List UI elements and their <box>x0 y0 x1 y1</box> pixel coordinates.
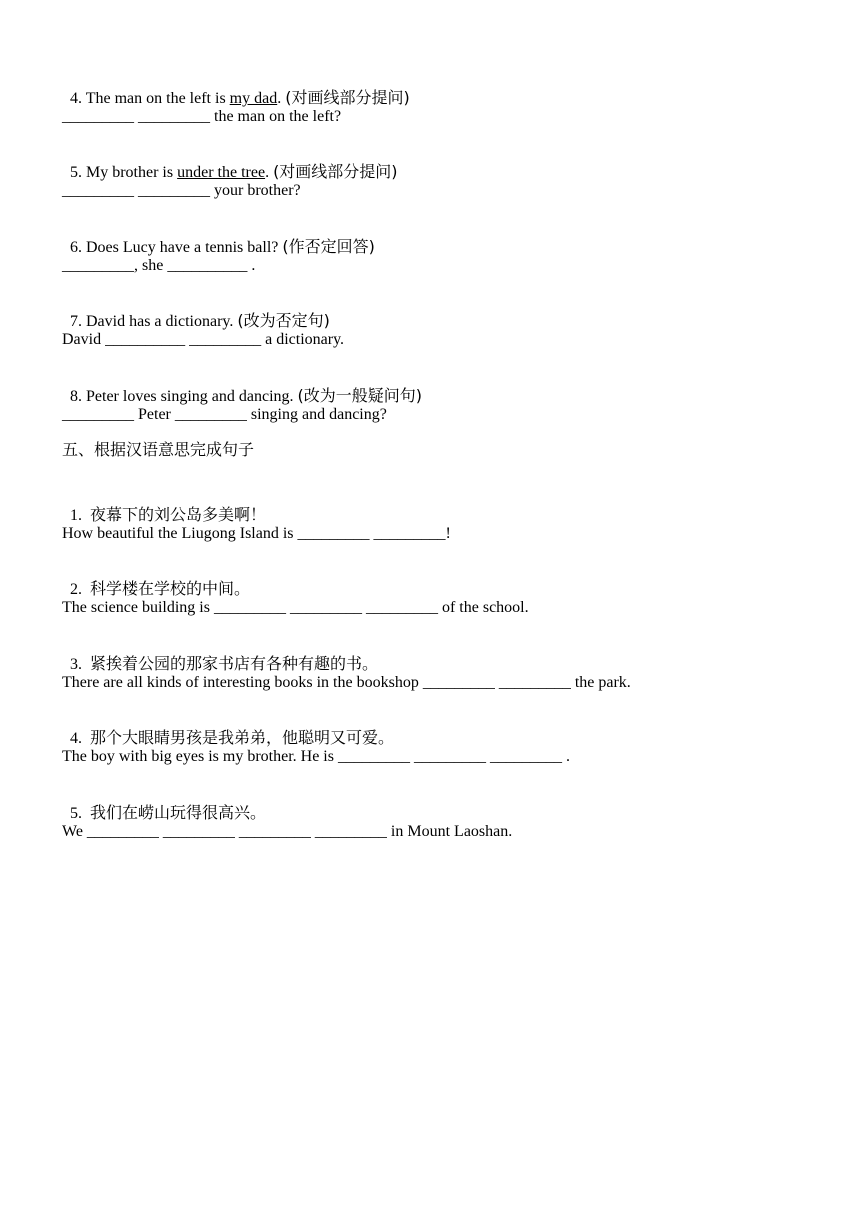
item-number: 2. <box>70 581 82 598</box>
item-number: 1. <box>70 507 82 524</box>
instruction: (对画线部分提问) <box>285 88 410 107</box>
english-sentence-2: The science building is _________ _________ _________ of the school. <box>62 599 529 616</box>
item-number: 4. <box>70 730 82 747</box>
instruction: (对画线部分提问) <box>273 162 398 181</box>
question-number: 4. <box>70 90 82 107</box>
answer-line-5: _________ _________ your brother? <box>62 182 301 199</box>
item-number: 5. <box>70 805 82 822</box>
section-heading: 五、根据汉语意思完成句子 <box>62 440 255 459</box>
item-number: 3. <box>70 656 82 673</box>
english-sentence-3: There are all kinds of interesting books in the bookshop _________ _________ the park. <box>62 674 631 691</box>
question-5 <box>62 142 398 183</box>
question-7 <box>62 291 330 332</box>
answer-line-6: _________, she __________ . <box>62 257 256 274</box>
question-text-end: . <box>277 90 286 107</box>
english-sentence-1: How beautiful the Liugong Island is _________ _________! <box>62 525 451 542</box>
translation-item-1 <box>62 485 266 526</box>
answer-line-4: _________ _________ the man on the left? <box>62 108 342 125</box>
question-4 <box>62 68 410 109</box>
translation-item-3 <box>62 634 378 675</box>
chinese-prompt: 科学楼在学校的中间。 <box>90 579 251 598</box>
question-8 <box>62 366 422 407</box>
translation-item-5 <box>62 783 266 824</box>
chinese-prompt: 紧挨着公园的那家书店有各种有趣的书。 <box>90 654 379 673</box>
underlined-phrase: my dad <box>229 90 278 107</box>
english-sentence-4: The boy with big eyes is my brother. He is _________ _________ _________ . <box>62 748 570 765</box>
question-text: My brother is <box>82 164 178 181</box>
question-text-end: . <box>265 164 274 181</box>
question-text: Does Lucy have a tennis ball? <box>82 239 283 256</box>
question-number: 7. <box>70 313 82 330</box>
instruction: (改为一般疑问句) <box>297 386 423 405</box>
translation-item-2 <box>62 559 250 600</box>
translation-item-4 <box>62 708 394 749</box>
instruction: (作否定回答) <box>282 237 375 256</box>
underlined-phrase: under the tree <box>177 164 266 181</box>
chinese-prompt: 那个大眼睛男孩是我弟弟，他聪明又可爱。 <box>90 728 395 747</box>
chinese-prompt: 我们在崂山玩得很高兴。 <box>90 803 267 822</box>
instruction: (改为否定句) <box>237 311 330 330</box>
question-number: 8. <box>70 388 82 405</box>
answer-line-8: _________ Peter _________ singing and dancing? <box>62 406 387 423</box>
question-number: 5. <box>70 164 82 181</box>
question-number: 6. <box>70 239 82 256</box>
answer-line-7: David __________ _________ a dictionary. <box>62 331 345 348</box>
chinese-prompt: 夜幕下的刘公岛多美啊！ <box>90 505 267 524</box>
question-text: David has a dictionary. <box>82 313 238 330</box>
english-sentence-5: We _________ _________ _________ _________ in Mount Laoshan. <box>62 823 513 840</box>
question-text: Peter loves singing and dancing. <box>82 388 298 405</box>
question-6 <box>62 217 375 258</box>
question-text: The man on the left is <box>82 90 230 107</box>
